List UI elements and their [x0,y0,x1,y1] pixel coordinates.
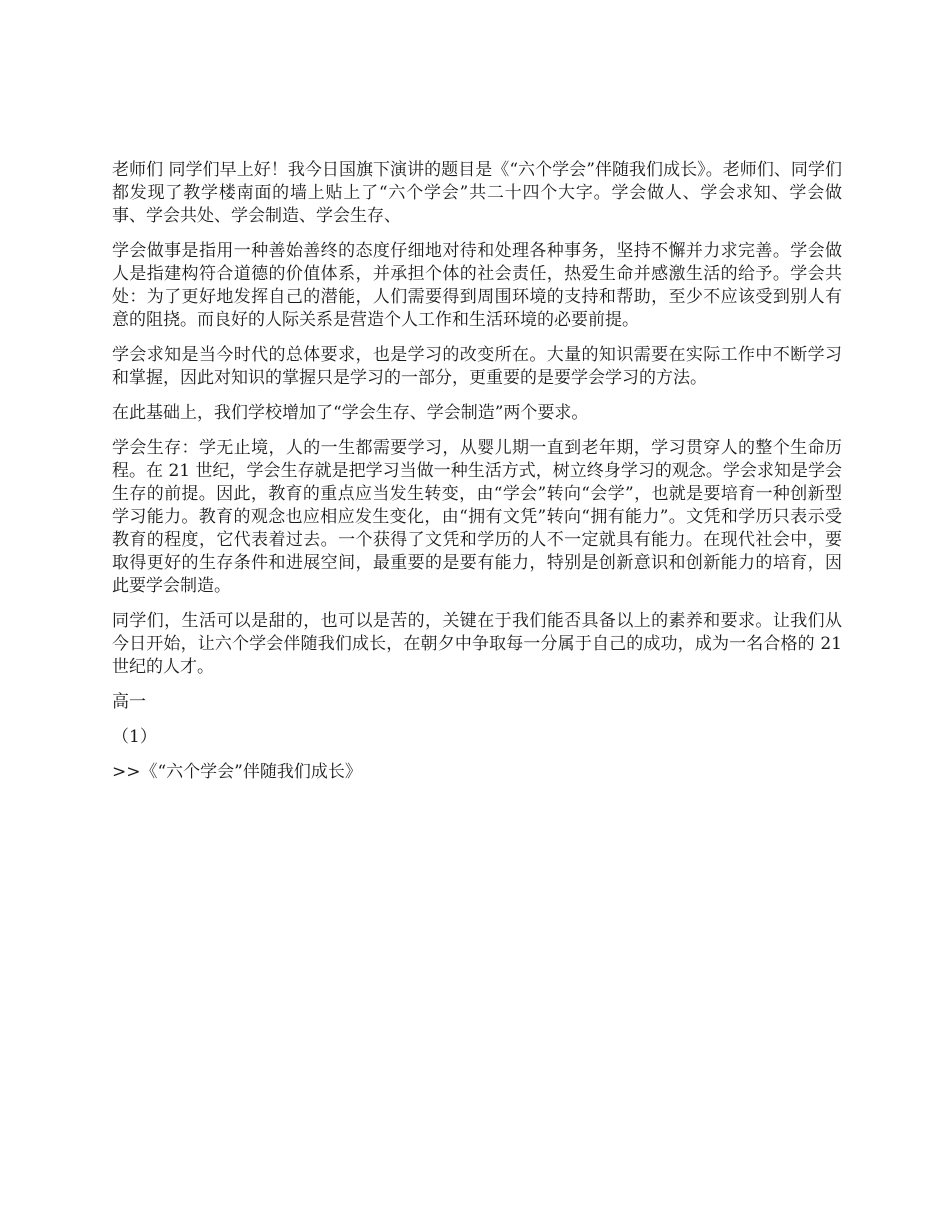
paragraph-intro: 老师们 同学们早上好！我今日国旗下演讲的题目是《“六个学会”伴随我们成长》。老师们、同学们都发现了教学楼南面的墙上贴上了“六个学会”共二十四个大字。学会做人、学会求知、学会做事、学会共处、学会制造、学会生存、 [112,160,842,226]
paragraph-survival: 学会生存：学无止境，人的一生都需要学习，从婴儿期一直到老年期，学习贯穿人的整个生命历程。在 21 世纪，学会生存就是把学习当做一种生活方式，树立终身学习的观念。学会求知是学会生存的前提。因此，教育的重点应当发生转变，由“学会”转向“会学”，也就是要培育一种创新型学习能力。教育的观念也应相应发生变化，由“拥有文凭”转向“拥有能力”。文凭和学历只表示受教育的程度，它代表着过去。一个获得了文凭和学历的人不一定就具有能力。在现代社会中，要取得更好的生存条件和进展空间，最重要的是要有能力，特别是创新意识和创新能力的培育，因此要学会制造。 [112,438,842,596]
footer-article-link[interactable]: >>《“六个学会”伴随我们成长》 [112,762,362,782]
signature-number: （1） [112,727,157,747]
paragraph-doing-and-living: 学会做事是指用一种善始善终的态度仔细地对待和处理各种事务，坚持不懈并力求完善。学会做人是指建构符合道德的价值体系，并承担个体的社会责任，热爱生命并感激生活的给予。学会共处：为了更好地发挥自己的潜能，人们需要得到周围环境的支持和帮助，至少不应该受到别人有意的阻挠。而良好的人际关系是营造个人工作和生活环境的必要前提。 [112,241,842,330]
signature-class: 高一 [112,692,146,712]
paragraph-closing: 同学们，生活可以是甜的，也可以是苦的，关键在于我们能否具备以上的素养和要求。让我们从今日开始，让六个学会伴随我们成长，在朝夕中争取每一分属于自己的成功，成为一名合格的 21 世纪的人才。 [112,611,842,677]
document-body [112,159,842,796]
paragraph-learning: 学会求知是当今时代的总体要求，也是学习的改变所在。大量的知识需要在实际工作中不断学习和掌握，因此对知识的掌握只是学习的一部分，更重要的是要学会学习的方法。 [112,345,842,388]
paragraph-additional-requirements: 在此基础上，我们学校增加了“学会生存、学会制造”两个要求。 [112,403,589,423]
